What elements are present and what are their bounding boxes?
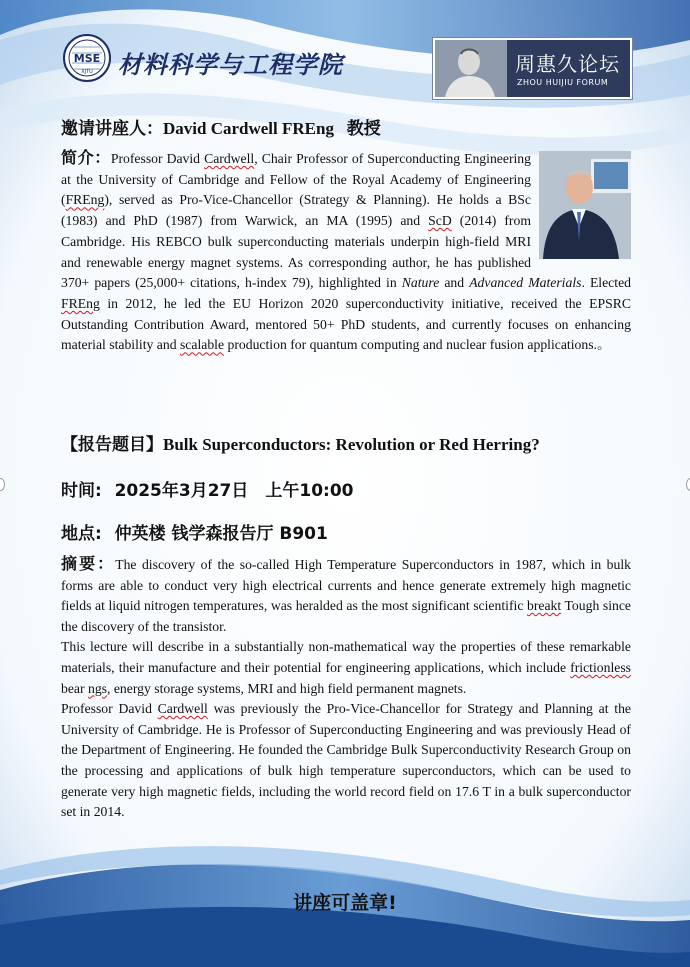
lecturer-line (61, 114, 381, 139)
abstract-text-1-end: Tough since the discovery of the transistor. (61, 598, 631, 634)
bio-label: 简介： (61, 148, 111, 167)
lecturer-title: 教授 (346, 119, 381, 139)
forum-subtitle: ZHOU HUIJIU FORUM (517, 78, 609, 87)
lecturer-label: 邀请讲座人： (61, 119, 163, 139)
bio-text-3: ), served as Pro-Vice-Chancellor (Strategy & Planning). He holds a BSc (1983) and PhD (1987) from Warwick, an MA (1995) and (61, 192, 531, 229)
bio-journal-2: Advanced Materials (469, 275, 582, 291)
time-line (61, 476, 353, 501)
abstract-section (61, 554, 631, 823)
logo-subtext: XJTU (81, 69, 93, 75)
abstract-paragraph-3 (61, 699, 631, 823)
time-value: 2025年3月27日 上午10:00 (114, 481, 354, 501)
bio-text-5: . Elected (581, 275, 631, 291)
school-name: 材料科学与工程学院 (118, 50, 343, 79)
abstract-word-4: Cardwell (157, 701, 208, 717)
forum-banner (433, 38, 632, 99)
bio-text-4: (2014) from Cambridge. His REBCO bulk superconducting materials underpin high-field MRI and renewable energy magnet systems. As corresponding author, he has published 370+ papers (25,000+ citations, h-index 79), highlighted in (61, 213, 531, 291)
bio-text-6: in 2012, he led the EU Horizon 2020 superconductivity initiative, received the EPSRC Outstanding Contribution Award, mentored 50+ PhD students, and currently focuses on enhancing material stability and (61, 295, 631, 353)
bio-word-5: scalable (179, 337, 225, 353)
place-label: 地点: (61, 524, 102, 544)
mse-logo-icon (62, 33, 112, 83)
bio-word-2: FREng (65, 192, 105, 208)
bio-text-7: production for quantum computing and nuclear fusion applications.。 (224, 337, 611, 353)
bio-text-2: , Chair Professor of Superconducting Engineering at the University of Cambridge and Fellow of the Royal Academy of Engineering ( (61, 151, 531, 208)
abstract-text-2: This lecture will describe in a substantially non-mathematical way the properties of these remarkable materials, their manufacture and their potential for engineering applications, which include (61, 639, 631, 675)
bio-word-1: Cardwell (204, 151, 255, 166)
forum-portrait-icon (435, 40, 507, 97)
abstract-label: 摘要： (61, 554, 116, 573)
abstract-text-2-end: , energy storage systems, MRI and high field permanent magnets. (107, 680, 467, 696)
abstract-text-3: Professor David (61, 701, 158, 717)
bio-word-4: FREng (61, 295, 100, 311)
bio-text-1: Professor David (110, 151, 205, 166)
left-edge-handle (0, 478, 5, 491)
lecturer-name: David Cardwell FREng (163, 119, 334, 138)
stamp-note: 讲座可盖章! (293, 892, 397, 914)
place-value: 仲英楼 钱学森报告厅 B901 (114, 524, 328, 544)
talk-line (61, 430, 540, 455)
time-label: 时间: (61, 481, 102, 501)
forum-title: 周惠久论坛 (515, 52, 620, 76)
abstract-text-2-mid: bear (61, 680, 88, 696)
bio-word-3: ScD (428, 213, 452, 229)
abstract-word-2: frictionless (570, 659, 631, 675)
bio-journal-1: Nature (401, 275, 440, 291)
abstract-text-1: The discovery of the so-called High Temperature Superconductors in 1987, which in bulk forms are able to conduct very high electrical currents and hence generate extremely high magnetic fields at liquid nitrogen temperatures, was heralded as the most significant scientific (61, 557, 631, 614)
abstract-text-3-end: was previously the Pro-Vice-Chancellor for Strategy and Planning at the University of Cambridge. He is Professor of Superconducting Engineering and was previously Head of the Department of Engineering. He founded the Cambridge Bulk Superconductivity Research Group on the processing and applications of bulk high temperature superconductors, which can be used to generate very high magnetic fields, including the world record field on 17.6 T in a bulk superconductor set in 2014. (61, 701, 632, 820)
abstract-paragraph-1 (61, 554, 631, 637)
bio-section (61, 148, 631, 356)
right-edge-handle (686, 478, 690, 491)
abstract-paragraph-2 (61, 637, 631, 699)
place-line (61, 519, 328, 544)
bio-and: and (439, 275, 470, 291)
lecturer-photo (539, 151, 631, 259)
talk-label: 【报告题目】 (61, 435, 163, 455)
abstract-word-3: ngs (87, 680, 107, 696)
abstract-word-1: breakt (526, 598, 562, 614)
talk-title: Bulk Superconductors: Revolution or Red Herring? (163, 435, 540, 454)
logo-text: MSE (73, 52, 101, 65)
